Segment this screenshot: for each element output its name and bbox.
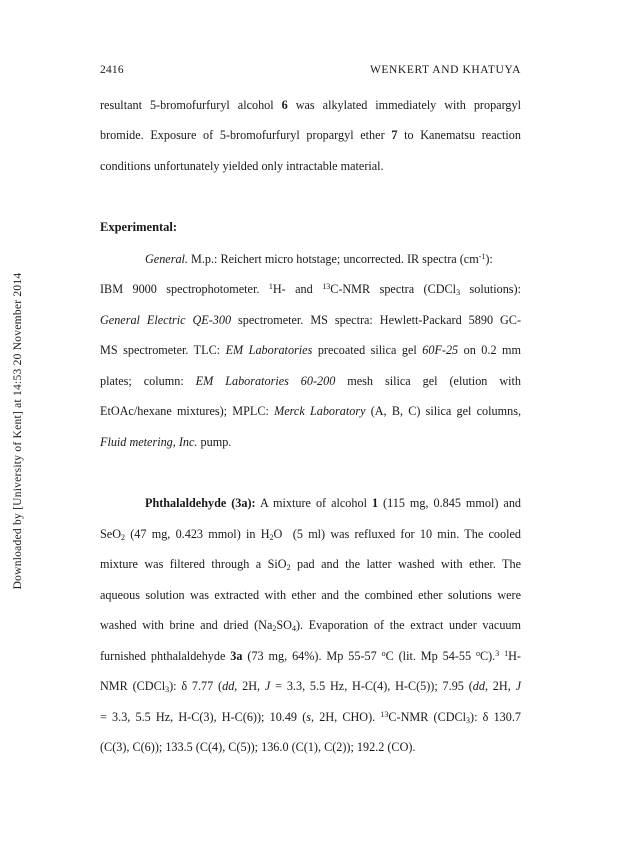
phthal-line: mixture was filtered through a SiO$_2$ pad and the latter washed with ether. The (100, 557, 521, 572)
page-header (100, 64, 521, 80)
download-watermark (10, 226, 26, 636)
download-note: Downloaded by [University of Kent] at 14:53 20 November 2014 (12, 272, 24, 590)
phthal-line: Phthalaldehyde (3a): A mixture of alcohol 1 (115 mg, 0.845 mmol) and (145, 496, 522, 510)
general-line: General Electric QE-300 spectrometer. MS spectra: Hewlett-Packard 5890 GC- (100, 313, 521, 327)
general-line: General. M.p.: Reichert micro hotstage; uncorrected. IR spectra $(cm^{-1})$: (145, 252, 493, 266)
general-line: Fluid metering, Inc. pump. (100, 435, 232, 449)
phthal-line: aqueous solution was extracted with ether and the combined ether solutions were (100, 588, 521, 602)
phthal-line: NMR (CDCl$_3$): δ 7.77 (dd, 2H, J = 3.3, 5.5 Hz, H-C(4), H-C(5)); 7.95 (dd, 2H, J (100, 679, 521, 694)
phthal-line: washed with brine and dried $(Na_2SO_4)$. Evaporation of the extract under vacuum (100, 618, 521, 633)
general-line: plates; column: EM Laboratories 60-200 mesh silica gel (elution with (100, 374, 521, 388)
intro-line: bromide. Exposure of 5-bromofurfuryl propargyl ether 7 to Kanematsu reaction (100, 128, 521, 142)
running-head: WENKERT AND KHATUYA (369, 64, 521, 76)
phthal-line: = 3.3, 5.5 Hz, H-C(3), H-C(6)); 10.49 (s, 2H, CHO). $^{13}$C-NMR (CDCl$_3$): δ 130.7 (100, 710, 521, 725)
general-line: EtOAc/hexane mixtures); MPLC: Merck Laboratory (A, B, C) silica gel columns, (100, 404, 521, 418)
section-heading: Experimental: (100, 220, 178, 234)
phthal-line: furnished phthalaldehyde 3a (73 mg, 64%). Mp 55-57 $^o$C (lit. Mp 54-55 $^o$C).$^3$ $^1$H- (100, 649, 521, 663)
general-line: MS spectrometer. TLC: EM Laboratories precoated silica gel 60F-25 on 0.2 mm (100, 343, 521, 357)
general-line: IBM 9000 spectrophotometer. $^1$H- and $^{13}$C-NMR spectra (CDCl$_3$ solutions): (100, 282, 521, 297)
phthal-line: SeO$_2$ (47 mg, 0.423 mmol) in $H_2O$ (5 ml) was refluxed for 10 min. The cooled (100, 527, 521, 542)
phthal-line: (C(3), C(6)); 133.5 (C(4), C(5)); 136.0 (C(1), C(2)); 192.2 (CO). (100, 740, 416, 754)
page-number: 2416 (100, 64, 124, 76)
intro-line: resultant 5-bromofurfuryl alcohol 6 was alkylated immediately with propargyl (100, 98, 522, 112)
intro-line: conditions unfortunately yielded only intractable material. (100, 159, 384, 173)
